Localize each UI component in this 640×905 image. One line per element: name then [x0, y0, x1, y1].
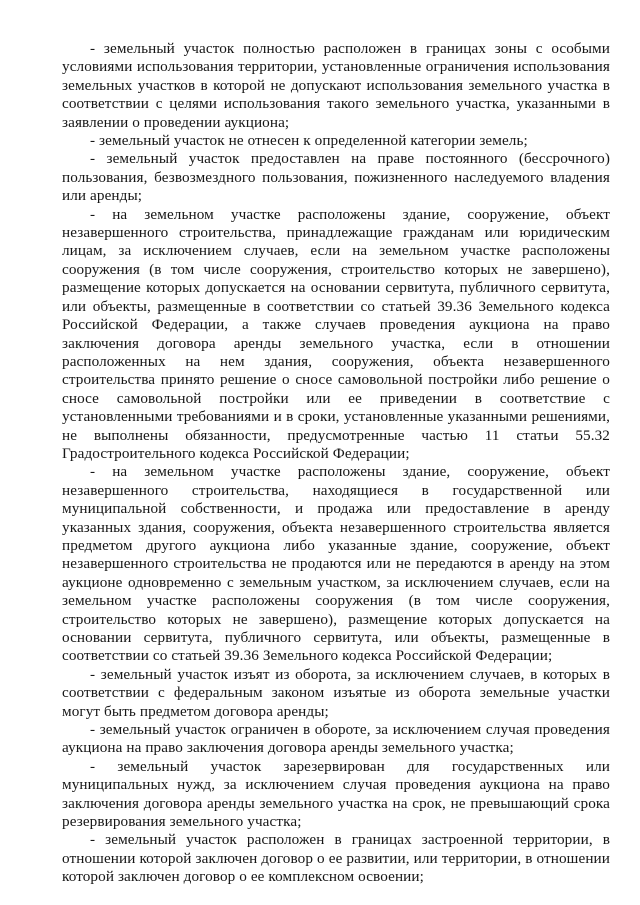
paragraph-zone-restrictions: - земельный участок полностью расположен в границах зоны с особыми условиями использования территории, установленные ограничения использования земельных участков в которой не допускают использования земельного участка в соответствии с целями использования такого земельного участка, указанными в заявлении о проведении аукциона;: [62, 40, 610, 131]
paragraph-limited-circulation: - земельный участок ограничен в обороте, за исключением случая проведения аукциона на право заключения договора аренды земельного участка;: [62, 721, 610, 757]
paragraph-public-buildings: - на земельном участке расположены здание, сооружение, объект незавершенного строительства, находящиеся в государственной или муниципальной собственности, и продажа или предоставление в аренду указанных здания, сооружения, объекта незавершенного строительства является предметом другого аукциона либо указанные здание, сооружение, объект незавершенного строительства не продаются или не передаются в аренду на этом аукционе одновременно с земельным участком, за исключением случаев, если на земельном участке расположены сооружения (в том числе сооружения, строительство которых не завершено), размещение которых допускается на основании сервитута, публичного сервитута, или объекты, размещенные в соответствии со статьей 39.36 Земельного кодекса Российской Федерации;: [62, 463, 610, 665]
document-page: [62, 40, 610, 887]
paragraph-private-buildings: - на земельном участке расположены здание, сооружение, объект незавершенного строительства, принадлежащие гражданам или юридическим лицам, за исключением случаев, если на земельном участке расположены сооружения (в том числе сооружения, строительство которых не завершено), размещение которых допускается на основании сервитута, публичного сервитута, или объекты, размещенные в соответствии со статьей 39.36 Земельного кодекса Российской Федерации, а также случаев проведения аукциона на право заключения договора аренды земельного участка, если в отношении расположенных на нем здания, сооружения, объекта незавершенного строительства принято решение о сносе самовольной постройки либо решение о сносе самовольной постройки или ее приведении в соответствие с установленными требованиями и в сроки, установленные указанными решениями, не выполнены обязанности, предусмотренные частью 11 статьи 55.32 Градостроительного кодекса Российской Федерации;: [62, 205, 610, 462]
paragraph-land-rights: - земельный участок предоставлен на праве постоянного (бессрочного) пользования, безвозмездного пользования, пожизненного наследуемого владения или аренды;: [62, 150, 610, 205]
paragraph-reserved-land: - земельный участок зарезервирован для государственных или муниципальных нужд, за исключением случая проведения аукциона на право заключения договора аренды земельного участка на срок, не превышающий срока резервирования земельного участка;: [62, 757, 610, 831]
paragraph-withdrawn-from-circulation: - земельный участок изъят из оборота, за исключением случаев, в которых в соответствии с федеральным законом изъятые из оборота земельные участки могут быть предметом договора аренды;: [62, 665, 610, 720]
paragraph-land-category: - земельный участок не отнесен к определенной категории земель;: [90, 132, 528, 150]
paragraph-developed-territory: - земельный участок расположен в границах застроенной территории, в отношении которой заключен договор о ее развитии, или территории, в отношении которой заключен договор о ее комплексном освоении;: [62, 831, 610, 886]
